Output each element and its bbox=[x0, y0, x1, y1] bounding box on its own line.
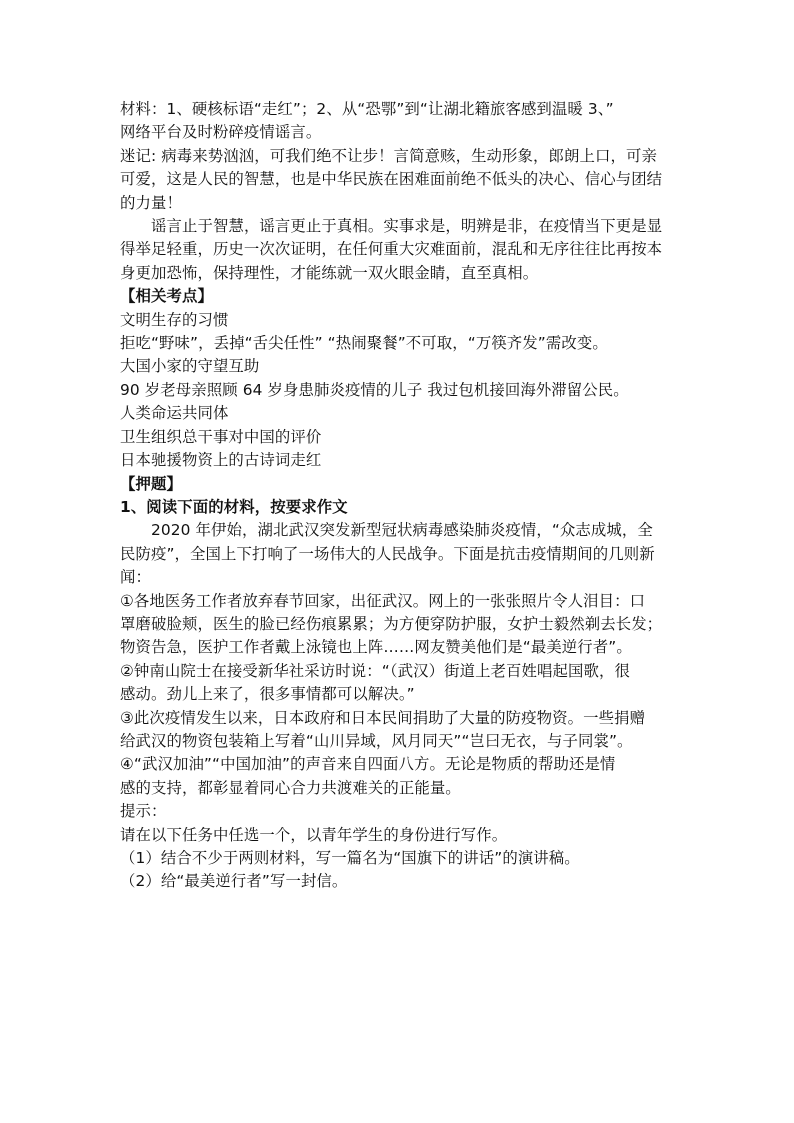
section-heading-predicted-topic: 【押题】 bbox=[120, 474, 182, 493]
text-line: 卫生组织总干事对中国的评价 bbox=[120, 427, 322, 446]
text-line: （2）给“最美逆行者”写一封信。 bbox=[120, 872, 348, 891]
document-page bbox=[120, 98, 690, 894]
section-heading-related-points: 【相关考点】 bbox=[120, 287, 213, 306]
text-line: 网络平台及时粉碎疫情谣言。 bbox=[120, 123, 322, 142]
text-line: 的力量！ bbox=[120, 193, 182, 212]
text-line: 90 岁老母亲照顾 64 岁身患肺炎疫情的儿子 我过包机接回海外滞留公民。 bbox=[120, 380, 629, 399]
text-line: 拒吃“野味”，丢掉“舌尖任性” “热闹聚餐”不可取，“万筷齐发”需改变。 bbox=[120, 334, 608, 353]
text-line: 感的支持，都彰显着同心合力共渡难关的正能量。 bbox=[120, 778, 461, 797]
text-line: 日本驰援物资上的古诗词走红 bbox=[120, 451, 322, 470]
text-line: 迷记: 病毒来势汹汹，可我们绝不让步！言简意赅，生动形象，郎朗上口，可亲 bbox=[120, 146, 657, 165]
text-line: 物资告急，医护工作者戴上泳镜也上阵……网友赞美他们是“最美逆行者”。 bbox=[120, 638, 632, 657]
text-line: 闻： bbox=[120, 568, 151, 587]
text-line: 2020 年伊始，湖北武汉突发新型冠状病毒感染肺炎疫情，“众志成城，全 bbox=[151, 521, 653, 540]
text-line: 得举足轻重，历史一次次证明，在任何重大灾难面前，混乱和无序往往比再按本 bbox=[120, 240, 663, 259]
text-line: （1）结合不少于两则材料，写一篇名为“国旗下的讲话”的演讲稿。 bbox=[120, 849, 580, 867]
text-line: 大国小家的守望互助 bbox=[120, 357, 260, 376]
text-line: 请在以下任务中任选一个，以青年学生的身份进行写作。 bbox=[120, 825, 508, 844]
text-line: ④“武汉加油”“中国加油”的声音来自四面八方。无论是物质的帮助还是情 bbox=[120, 755, 616, 774]
text-line: ③此次疫情发生以来，日本政府和日本民间捐助了大量的防疫物资。一些捐赠 bbox=[120, 708, 646, 727]
text-line: 民防疫”，全国上下打响了一场伟大的人民战争。下面是抗击疫情期间的几则新 bbox=[120, 544, 655, 563]
text-line: 身更加恐怖，保持理性，才能练就一双火眼金睛，直至真相。 bbox=[120, 263, 539, 282]
text-line: 给武汉的物资包装箱上写着“山川异域，风月同天”“岂曰无衣，与子同裳”。 bbox=[120, 731, 633, 750]
text-line: 可爱，这是人民的智慧，也是中华民族在困难面前绝不低头的决心、信心与团结 bbox=[120, 170, 663, 189]
text-line: 罩磨破脸颊，医生的脸已经伤痕累累；为方便穿防护服，女护士毅然剃去长发； bbox=[120, 614, 663, 633]
text-line: 文明生存的习惯 bbox=[120, 310, 229, 329]
text-line: 感动。劲儿上来了，很多事情都可以解决。” bbox=[120, 685, 415, 704]
question-heading: 1、阅读下面的材料，按要求作文 bbox=[120, 497, 348, 516]
text-line: 提示： bbox=[120, 802, 167, 821]
text-line: ②钟南山院士在接受新华社采访时说：“（武汉）街道上老百姓唱起国歌，很 bbox=[120, 661, 630, 680]
text-line: 谣言止于智慧，谣言更止于真相。实事求是，明辨是非，在疫情当下更是显 bbox=[151, 217, 663, 236]
text-line: ①各地医务工作者放弃春节回家，出征武汉。网上的一张张照片令人泪目：口 bbox=[120, 591, 646, 610]
text-line: 材料：1、硬核标语“走红”；2、从“恐鄂”到“让湖北籍旅客感到温暖 3、” bbox=[120, 100, 614, 118]
text-line: 人类命运共同体 bbox=[120, 404, 229, 423]
